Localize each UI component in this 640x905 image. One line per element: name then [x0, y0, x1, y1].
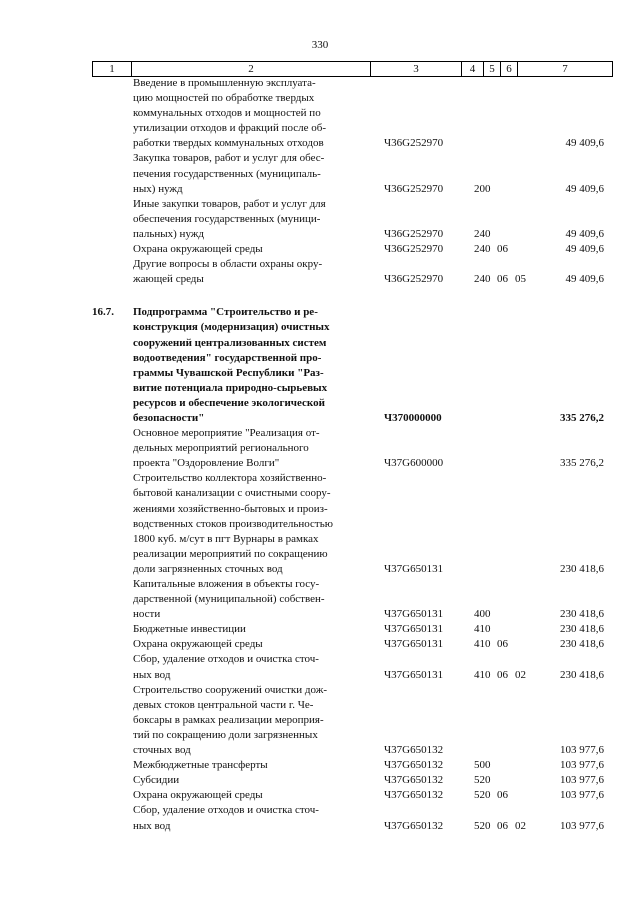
- target-code: Ч37G650131: [384, 562, 444, 575]
- row-name-line: Охрана окружающей среды: [133, 638, 263, 651]
- row-name: [133, 652, 364, 682]
- amount: 230 418,6: [560, 623, 604, 636]
- row-name: [133, 803, 364, 833]
- table-row: [0, 257, 640, 287]
- row-name: [133, 758, 364, 773]
- section-code: 06: [497, 243, 508, 256]
- section-code: 06: [497, 789, 508, 802]
- column-header-2: 2: [132, 62, 371, 77]
- row-name-line: водоотведения" государственной про-: [133, 351, 322, 364]
- row-name-line: реализации мероприятий по сокращению: [133, 547, 328, 560]
- row-name-line: бытовой канализации с очистными соору-: [133, 487, 331, 500]
- expense-type-code: 410: [474, 668, 491, 681]
- subsection-code: 05: [515, 273, 526, 286]
- row-name-line: конструкция (модернизация) очистных: [133, 321, 330, 334]
- row-name-line: печения государственных (муниципаль-: [133, 167, 321, 180]
- row-name-line: проекта "Оздоровление Волги": [133, 457, 280, 470]
- row-name: [133, 773, 364, 788]
- column-header-row: [92, 61, 613, 77]
- table-row: [0, 683, 640, 758]
- amount: 103 977,6: [560, 759, 604, 772]
- column-header-4: 4: [462, 62, 484, 77]
- expense-type-code: 240: [474, 273, 491, 286]
- row-name-line: боксары в рамках реализации мероприя-: [133, 713, 324, 726]
- table-row: [0, 652, 640, 682]
- row-name-line: Сбор, удаление отходов и очистка сточ-: [133, 653, 319, 666]
- expense-type-code: 520: [474, 789, 491, 802]
- row-name-line: витие потенциала природно-сырьевых: [133, 381, 328, 394]
- amount: 49 409,6: [565, 182, 604, 195]
- budget-table-body: [0, 76, 640, 834]
- row-name-line: безопасности": [133, 411, 205, 424]
- column-header-5: 5: [484, 62, 501, 77]
- table-row: [0, 471, 640, 577]
- row-name-line: дарственной (муниципальной) собствен-: [133, 593, 325, 606]
- row-name: [133, 257, 364, 287]
- row-name-line: дельных мероприятий регионального: [133, 442, 309, 455]
- row-name-line: Строительство сооружений очистки дож-: [133, 683, 328, 696]
- row-name: [133, 305, 364, 426]
- target-code: Ч36G252970: [384, 137, 444, 150]
- table-row: [0, 76, 640, 151]
- target-code: Ч37G600000: [384, 457, 444, 470]
- amount: 103 977,6: [560, 789, 604, 802]
- row-name-line: тий по сокращению доли загрязненных: [133, 728, 318, 741]
- row-name: [133, 622, 364, 637]
- expense-type-code: 200: [474, 182, 491, 195]
- amount: 335 276,2: [560, 411, 604, 424]
- row-name-line: Межбюджетные трансферты: [133, 759, 268, 772]
- target-code: Ч36G252970: [384, 273, 444, 286]
- column-header-3: 3: [371, 62, 462, 77]
- table-row: [0, 622, 640, 637]
- row-name-line: Основное мероприятие "Реализация от-: [133, 427, 320, 440]
- row-name: [133, 197, 364, 242]
- table-row: [0, 242, 640, 257]
- expense-type-code: 240: [474, 243, 491, 256]
- column-header-1: 1: [93, 62, 132, 77]
- row-name-line: пальных) нужд: [133, 227, 205, 240]
- row-name-line: 1800 куб. м/сут в пгт Вурнары в рамках: [133, 532, 319, 545]
- target-code: Ч37G650131: [384, 638, 444, 651]
- row-name-line: ных вод: [133, 819, 171, 832]
- target-code: Ч37G650132: [384, 774, 444, 787]
- table-row: [0, 773, 640, 788]
- amount: 103 977,6: [560, 819, 604, 832]
- table-row: [0, 426, 640, 471]
- section-code: 06: [497, 819, 508, 832]
- row-name-line: Субсидии: [133, 774, 180, 787]
- amount: 335 276,2: [560, 457, 604, 470]
- table-row: [0, 788, 640, 803]
- target-code: Ч37G650131: [384, 608, 444, 621]
- row-name-line: Капитальные вложения в объекты госу-: [133, 578, 320, 590]
- amount: 49 409,6: [565, 227, 604, 240]
- section-code: 06: [497, 638, 508, 651]
- expense-type-code: 400: [474, 608, 491, 621]
- row-name: [133, 471, 364, 577]
- row-name-line: обеспечения государственных (муници-: [133, 212, 321, 225]
- table-row: [0, 637, 640, 652]
- subsection-code: 02: [515, 819, 526, 832]
- row-name-line: Введение в промышленную эксплуата-: [133, 77, 316, 89]
- table-row: [0, 305, 640, 426]
- row-name-line: коммунальных отходов и мощностей по: [133, 107, 321, 120]
- row-name: [133, 426, 364, 471]
- amount: 49 409,6: [565, 243, 604, 256]
- table-row: [0, 758, 640, 773]
- row-name-line: ных) нужд: [133, 182, 183, 195]
- target-code: Ч36G252970: [384, 243, 444, 256]
- row-name-line: водственных стоков производительностью: [133, 517, 333, 530]
- row-name: [133, 637, 364, 652]
- subsection-code: 02: [515, 668, 526, 681]
- row-name: [133, 683, 364, 758]
- row-name-line: Охрана окружающей среды: [133, 243, 263, 256]
- row-name-line: утилизации отходов и фракций после об-: [133, 122, 326, 135]
- target-code: Ч37G650131: [384, 623, 444, 636]
- target-code: Ч37G650132: [384, 819, 444, 832]
- target-code: Ч36G252970: [384, 182, 444, 195]
- row-name-line: ности: [133, 608, 161, 621]
- amount: 230 418,6: [560, 562, 604, 575]
- expense-type-code: 410: [474, 623, 491, 636]
- page-number: 330: [311, 39, 329, 51]
- row-name-line: сточных вод: [133, 744, 191, 757]
- target-code: Ч37G650132: [384, 759, 444, 772]
- column-header-6: 6: [501, 62, 518, 77]
- row-name-line: Строительство коллектора хозяйственно-: [133, 472, 327, 485]
- target-code: Ч36G252970: [384, 227, 444, 240]
- expense-type-code: 520: [474, 774, 491, 787]
- table-row: [0, 151, 640, 196]
- target-code: Ч370000000: [384, 411, 442, 424]
- table-row: [0, 577, 640, 622]
- amount: 49 409,6: [565, 273, 604, 286]
- amount: 49 409,6: [565, 137, 604, 150]
- row-number: 16.7.: [92, 306, 114, 319]
- target-code: Ч37G650132: [384, 744, 444, 757]
- column-header-7: 7: [518, 62, 613, 77]
- expense-type-code: 500: [474, 759, 491, 772]
- amount: 103 977,6: [560, 744, 604, 757]
- row-name-line: граммы Чувашской Республики "Раз-: [133, 366, 324, 379]
- row-name: [133, 151, 364, 196]
- row-name-line: сооружений централизованных систем: [133, 336, 327, 349]
- row-name-line: Закупка товаров, работ и услуг для обес-: [133, 152, 325, 165]
- row-name-line: девых стоков центральной части г. Че-: [133, 698, 314, 711]
- row-name: [133, 788, 364, 803]
- row-name-line: цию мощностей по обработке твердых: [133, 92, 315, 105]
- table-row: [0, 803, 640, 833]
- row-name-line: жающей среды: [133, 273, 204, 286]
- row-name-line: Другие вопросы в области охраны окру-: [133, 258, 323, 271]
- expense-type-code: 520: [474, 819, 491, 832]
- amount: 103 977,6: [560, 774, 604, 787]
- target-code: Ч37G650132: [384, 789, 444, 802]
- row-name: [133, 76, 364, 151]
- expense-type-code: 240: [474, 227, 491, 240]
- row-name-line: Бюджетные инвестиции: [133, 623, 246, 636]
- amount: 230 418,6: [560, 638, 604, 651]
- amount: 230 418,6: [560, 608, 604, 621]
- expense-type-code: 410: [474, 638, 491, 651]
- row-name: [133, 242, 364, 257]
- row-name: [133, 577, 364, 622]
- row-name-line: Сбор, удаление отходов и очистка сточ-: [133, 804, 319, 817]
- row-name-line: Охрана окружающей среды: [133, 789, 263, 802]
- row-name-line: ных вод: [133, 668, 171, 681]
- target-code: Ч37G650131: [384, 668, 444, 681]
- row-name-line: ресурсов и обеспечение экологической: [133, 396, 325, 409]
- row-name-line: Подпрограмма "Строительство и ре-: [133, 306, 318, 319]
- row-name-line: Иные закупки товаров, работ и услуг для: [133, 197, 326, 210]
- row-name-line: доли загрязненных сточных вод: [133, 562, 283, 575]
- section-code: 06: [497, 273, 508, 286]
- row-name-line: работки твердых коммунальных отходов: [133, 137, 324, 150]
- table-row: [0, 197, 640, 242]
- row-spacer: [0, 287, 640, 305]
- amount: 230 418,6: [560, 668, 604, 681]
- section-code: 06: [497, 668, 508, 681]
- row-name-line: жениями хозяйственно-бытовых и произ-: [133, 502, 328, 515]
